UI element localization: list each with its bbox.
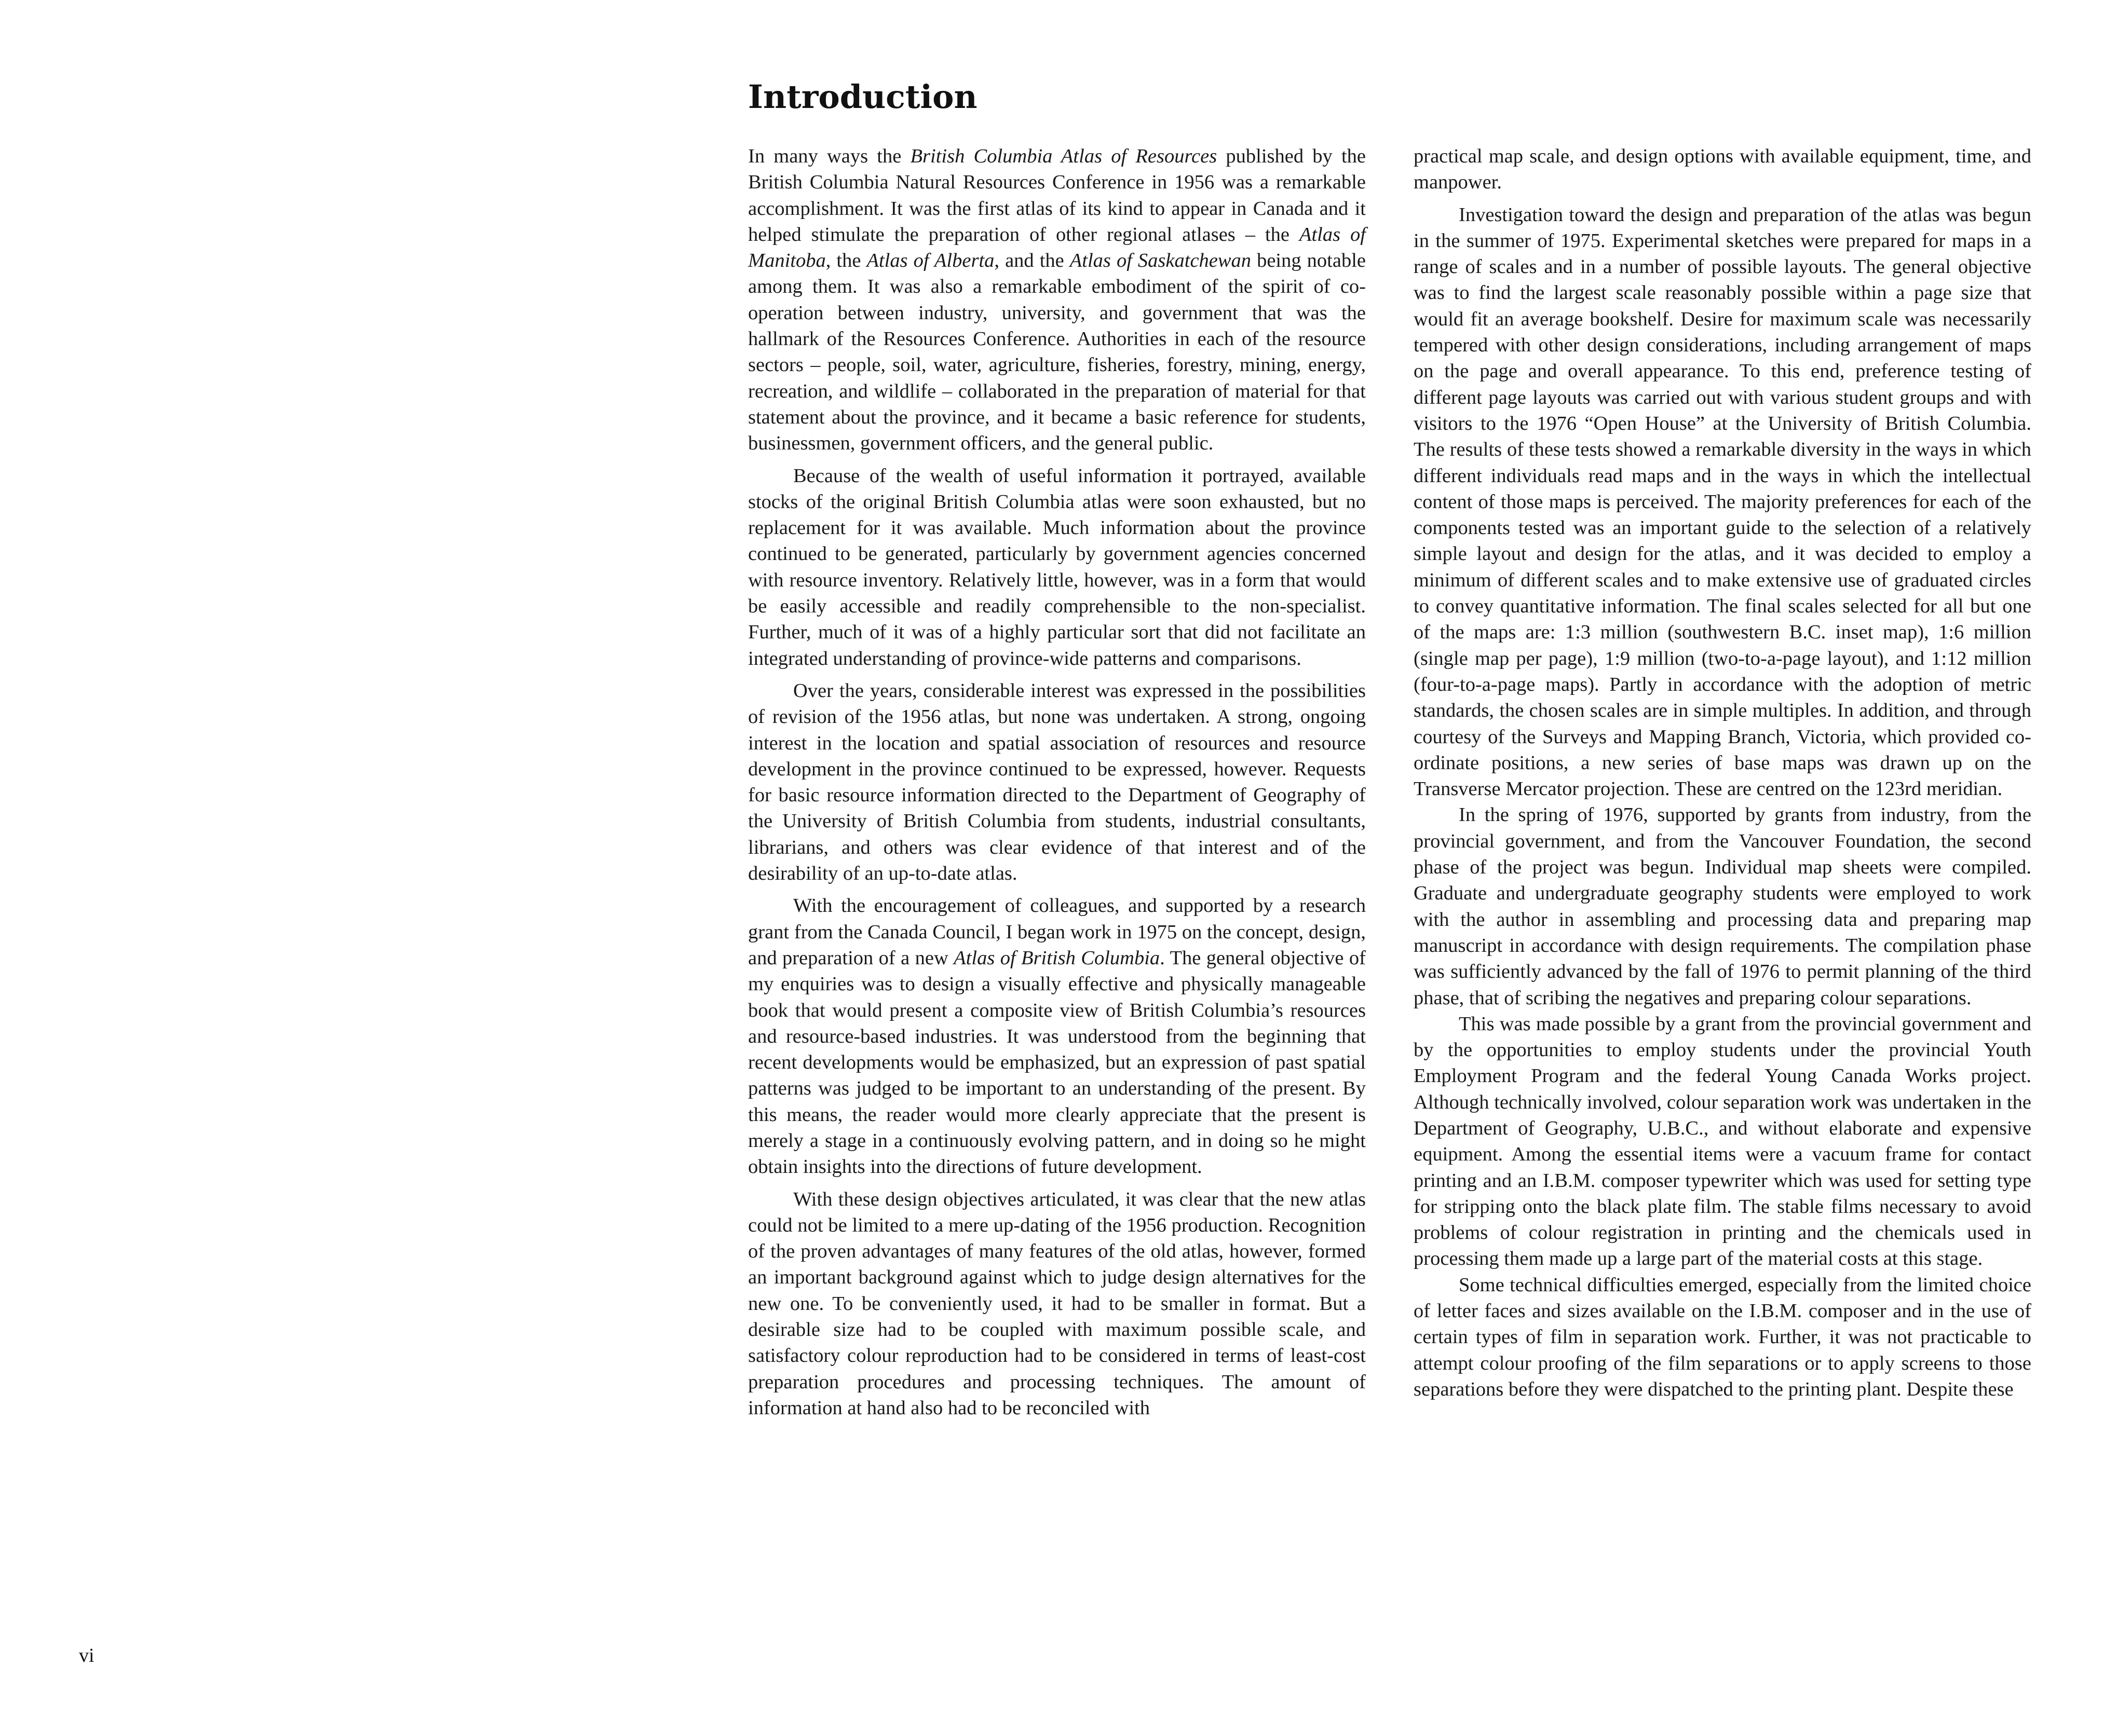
paragraph-1 — [748, 143, 1366, 457]
title-italic: British Columbia Atlas of Resources — [910, 145, 1217, 167]
paragraph-3: Over the years, considerable interest was expressed in the possibilities of revision of the 1956 atlas, but none was undertaken. A strong, ongoing interest in the location and spatial association of resources and resource development in the province continued to be expressed, however. Requests for basic resource information directed to the Department of Geography of the University of British Columbia from students, industrial consultants, librarians, and others was clear evidence of that interest and of the desirability of an up-to-date atlas. — [748, 679, 1366, 885]
paragraph-text: , the — [825, 250, 867, 272]
page-number: vi — [79, 1645, 94, 1666]
paragraph-text: published by the British Columbia Natural Resources Conference in 1956 was a remarkable accomplishment. It was the first atlas of its kind to appear in Canada and it helped stimulate the preparation of other regional atlases – the — [748, 145, 1366, 245]
right-column — [1414, 143, 2031, 1402]
paragraph-text: In many ways the — [748, 145, 911, 167]
paragraph-7: In the spring of 1976, supported by grants from industry, from the provincial government, and from the Vancouver Foundation, the second phase of the project was begun. Individual map sheets were compiled. Graduate and undergraduate geography students were employed to work with the author in assembling and processing data and preparing map manuscript in accordance with design requirements. The compilation phase was sufficiently advanced by the fall of 1976 to permit planning of the third phase, that of scribing the negatives and preparing colour separations. — [1414, 804, 2031, 1009]
paragraph-8: This was made possible by a grant from the provincial government and by the opportunities to employ students under the provincial Youth Employment Program and the federal Young Canada Works project. Although technically involved, colour separation work was undertaken in the Department of Geography, U.B.C., and without elaborate and expensive equipment. Among the essential items were a vacuum frame for contact printing and an I.B.M. composer typewriter which was used for setting type for stripping onto the black plate film. The stable films necessary to avoid problems of colour registration in printing and the chemicals used in processing them made up a large part of the material costs at this stage. — [1414, 1013, 2031, 1270]
paragraph-continued: practical map scale, and design options with available equipment, time, and manpower. — [1414, 145, 2031, 194]
paragraph-text: being notable among them. It was also a remarkable embodiment of the spirit of co-operation between industry, university, and government that was the hallmark of the Resources Conference. Authorities in each of the resource sectors – people, soil, water, agriculture, fisheries, forestry, mining, energy, recreation, and wildlife – collaborated in the preparation of material for that statement about the province, and it became a basic reference for students, businessmen, government officers, and the general public. — [748, 250, 1366, 455]
paragraph-4 — [748, 893, 1366, 1180]
paragraph-text: . The general objective of my enquiries was to design a visually effective and physically manageable book that would present a composite view of British Columbia’s resources and resource-based industries. It was understood from the beginning that recent developments would be emphasized, but an expression of past spatial patterns was judged to be important to an understanding of the present. By this means, the reader would more clearly appreciate that the present is merely a stage in a continuously evolving pattern, and in doing so he might obtain insights into the directions of future development. — [748, 947, 1366, 1178]
paragraph-5: With these design objectives articulated, it was clear that the new atlas could not be limited to a mere up-dating of the 1956 production. Recognition of the proven advantages of many features of the old atlas, however, formed an important background against which to judge design alternatives for the new one. To be conveniently used, it had to be smaller in format. But a desirable size had to be coupled with maximum possible scale, and satisfactory colour reproduction had to be considered in terms of least-cost preparation procedures and processing techniques. The amount of information at hand also had to be reconciled with — [748, 1188, 1366, 1419]
paragraph-6: Investigation toward the design and preparation of the atlas was begun in the summer of 1975. Experimental sketches were prepared for maps in a range of scales and in a number of possible layouts. The general objective was to find the largest scale reasonably possible within a page size that would fit an average bookshelf. Desire for maximum scale was necessarily tempered with other design considerations, including arrangement of maps on the page and overall appearance. To this end, preference testing of different page layouts was carried out with various student groups and with visitors to the 1976 “Open House” at the University of British Columbia. The results of these tests showed a remarkable diversity in the ways in which different individuals read maps and in the ways in which the intellectual content of those maps is perceived. The majority preferences for each of the components tested was an important guide to the selection of a relatively simple layout and design for the atlas, and it was decided to employ a minimum of different scales and to make extensive use of graduated circles to convey quantitative information. The final scales selected for all but one of the maps are: 1:3 million (southwestern B.C. inset map), 1:6 million (single map per page), 1:9 million (two-to-a-page layout), and 1:12 million (four-to-a-page maps). Partly in accordance with the adoption of metric standards, the chosen scales are in simple multiples. In addition, and through courtesy of the Surveys and Mapping Branch, Victoria, which provided co-ordinate positions, a new series of base maps was drawn up on the Transverse Mercator projection. These are centred on the 123rd meridian. — [1414, 203, 2031, 800]
title-italic: Atlas of British Columbia — [954, 947, 1160, 969]
page-title: Introduction — [748, 78, 978, 116]
title-italic: Atlas of Manitoba — [748, 223, 1366, 272]
paragraph-text: , and the — [994, 250, 1070, 272]
paragraph-text: With the encouragement of colleagues, and supported by a research grant from the Canada Council, I began work in 1975 on the concept, design, and preparation of a new — [748, 895, 1366, 969]
title-italic: Atlas of Alberta — [866, 250, 995, 272]
paragraph-9: Some technical difficulties emerged, especially from the limited choice of letter faces and sizes available on the I.B.M. composer and in the use of certain types of film in separation work. Further, it was not practicable to attempt colour proofing of the film separations or to apply screens to those separations before they were dispatched to the printing plant. Despite these — [1414, 1274, 2031, 1400]
paragraph-2: Because of the wealth of useful information it portrayed, available stocks of the original British Columbia atlas were soon exhausted, but no replacement for it was available. Much information about the province continued to be generated, particularly by government agencies concerned with resource inventory. Relatively little, however, was in a form that would be easily accessible and readily comprehensible to the non-specialist. Further, much of it was of a highly particular sort that did not facilitate an integrated understanding of province-wide patterns and comparisons. — [748, 464, 1366, 669]
title-italic: Atlas of Saskatchewan — [1069, 250, 1252, 272]
left-column — [748, 143, 1366, 1427]
